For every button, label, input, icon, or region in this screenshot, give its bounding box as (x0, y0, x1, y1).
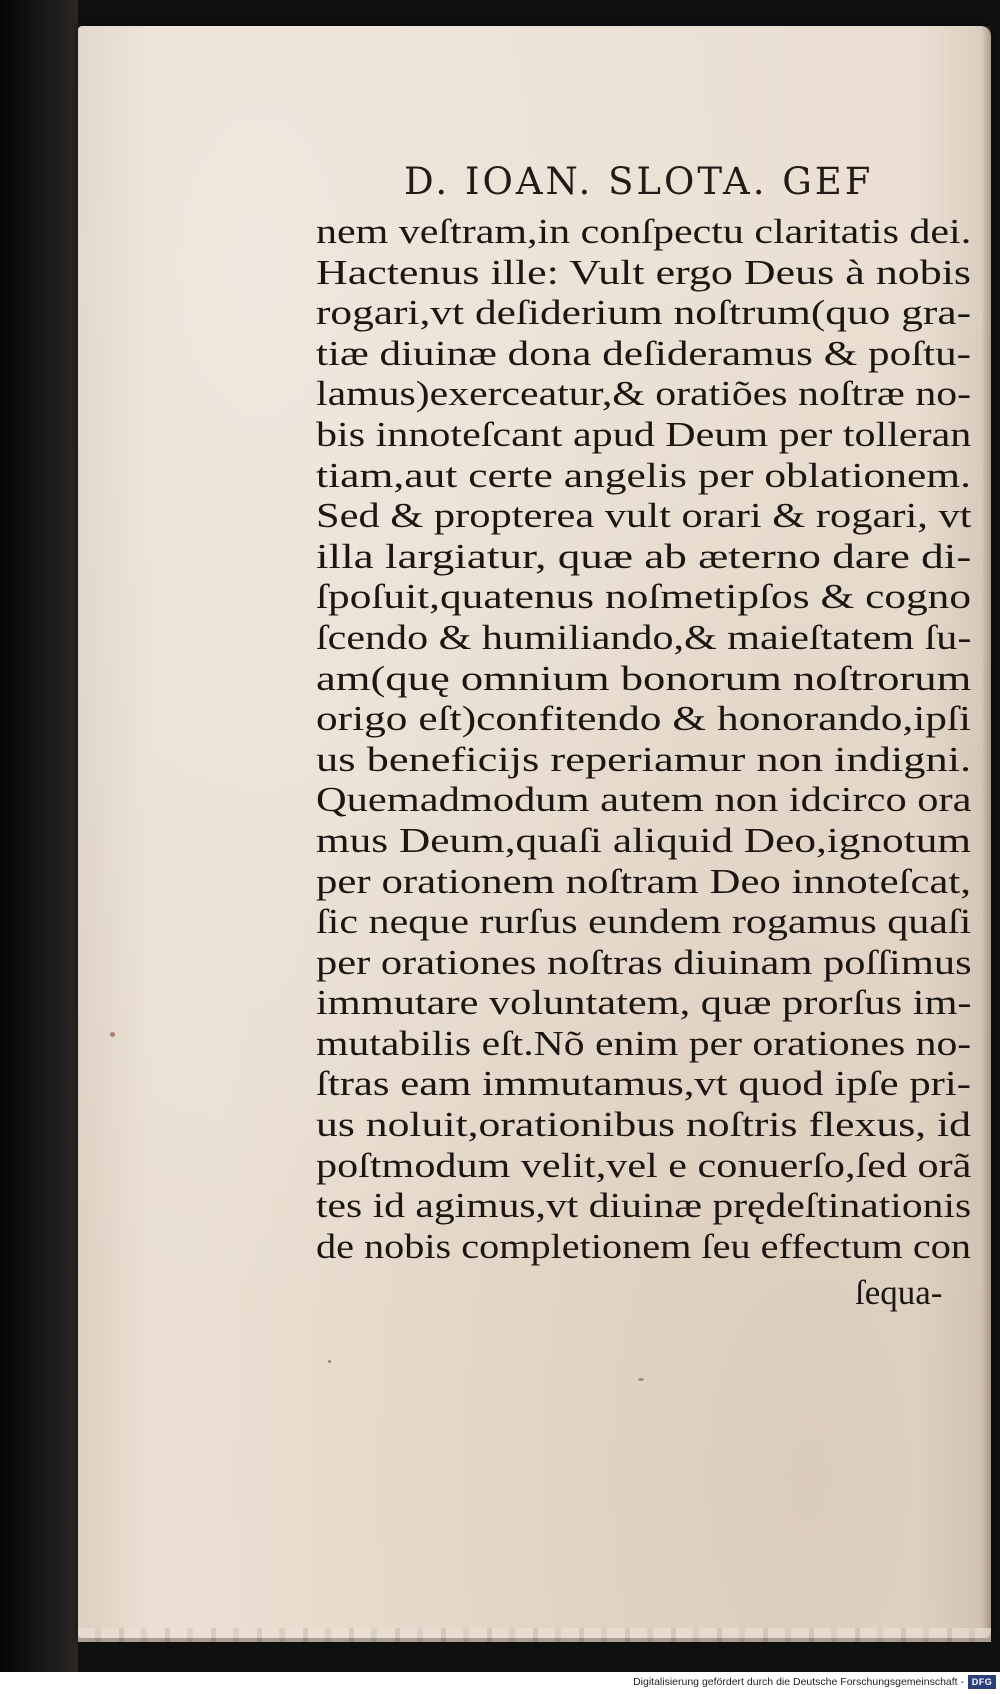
text-line: tiæ diuinæ dona deſideramus & poſtu- (316, 333, 971, 373)
paper-stain (328, 1360, 331, 1363)
digitization-footer (0, 1672, 1000, 1694)
page-edge-shadow (981, 26, 991, 1638)
text-line: origo eſt)confitendo & honorando,ipſi (316, 699, 972, 739)
text-line: us beneficijs reperiamur non indigni. (316, 739, 972, 779)
text-line: tiam,aut certe angelis per oblationem. (316, 455, 972, 495)
text-line: illa largiatur, quæ ab æterno dare di- (316, 536, 972, 576)
catchword: ſequa- (855, 1273, 943, 1312)
text-line: lamus)exerceatur,& oratiões noſtræ no- (316, 374, 972, 414)
text-line: mus Deum,quaſi aliquid Deo,ignotum (316, 820, 971, 860)
text-line: mutabilis eſt.Nõ enim per orationes no- (316, 1023, 972, 1063)
text-line: ſic neque rurſus eundem rogamus quaſi (316, 902, 972, 942)
text-line: nem veſtram,in conſpectu claritatis dei. (316, 212, 972, 251)
dfg-logo: DFG (968, 1675, 996, 1689)
text-line: poſtmodum velit,vel e conuerſo,ſed orã (316, 1145, 972, 1185)
text-line: per orationes noſtras diuinam poſſimus (316, 942, 972, 982)
text-line: us noluit,orationibus noſtris flexus, id (316, 1105, 971, 1145)
paper-stain (638, 1378, 644, 1381)
text-line: ſpoſuit,quatenus noſmetipſos & cogno (316, 577, 972, 617)
text-line: de nobis completionem ſeu effectum con (316, 1226, 971, 1266)
text-line: Hactenus ille: Vult ergo Deus à nobis (316, 252, 972, 292)
text-line: ſtras eam immutamus,vt quod ipſe pri- (316, 1064, 971, 1104)
page-bottom-edge (78, 1628, 991, 1642)
text-line: am(quę omnium bonorum noſtrorum (316, 658, 972, 698)
text-line: ſcendo & humiliando,& maieſtatem ſu- (316, 617, 972, 657)
running-head: D. IOAN. SLOTA. GEF (404, 160, 874, 203)
text-line: bis innoteſcant apud Deum per tolleran (316, 414, 972, 454)
text-line: per orationem noſtram Deo innoteſcat, (316, 861, 971, 901)
text-line: Sed & propterea vult orari & rogari, vt (316, 496, 972, 536)
text-line: immutare voluntatem, quæ prorſus im- (316, 983, 972, 1023)
paper-stain (110, 1032, 115, 1037)
text-line: rogari,vt deſiderium noſtrum(quo gra- (316, 293, 972, 333)
book-spine-shadow (0, 0, 78, 1672)
body-text (316, 212, 971, 1267)
funding-credit: Digitalisierung gefördert durch die Deutsche Forschungsgemeinschaft - (633, 1676, 964, 1688)
text-line: Quemadmodum autem non idcirco ora (316, 780, 972, 820)
text-line: tes id agimus,vt diuinæ prędeſtinationis (316, 1186, 972, 1226)
